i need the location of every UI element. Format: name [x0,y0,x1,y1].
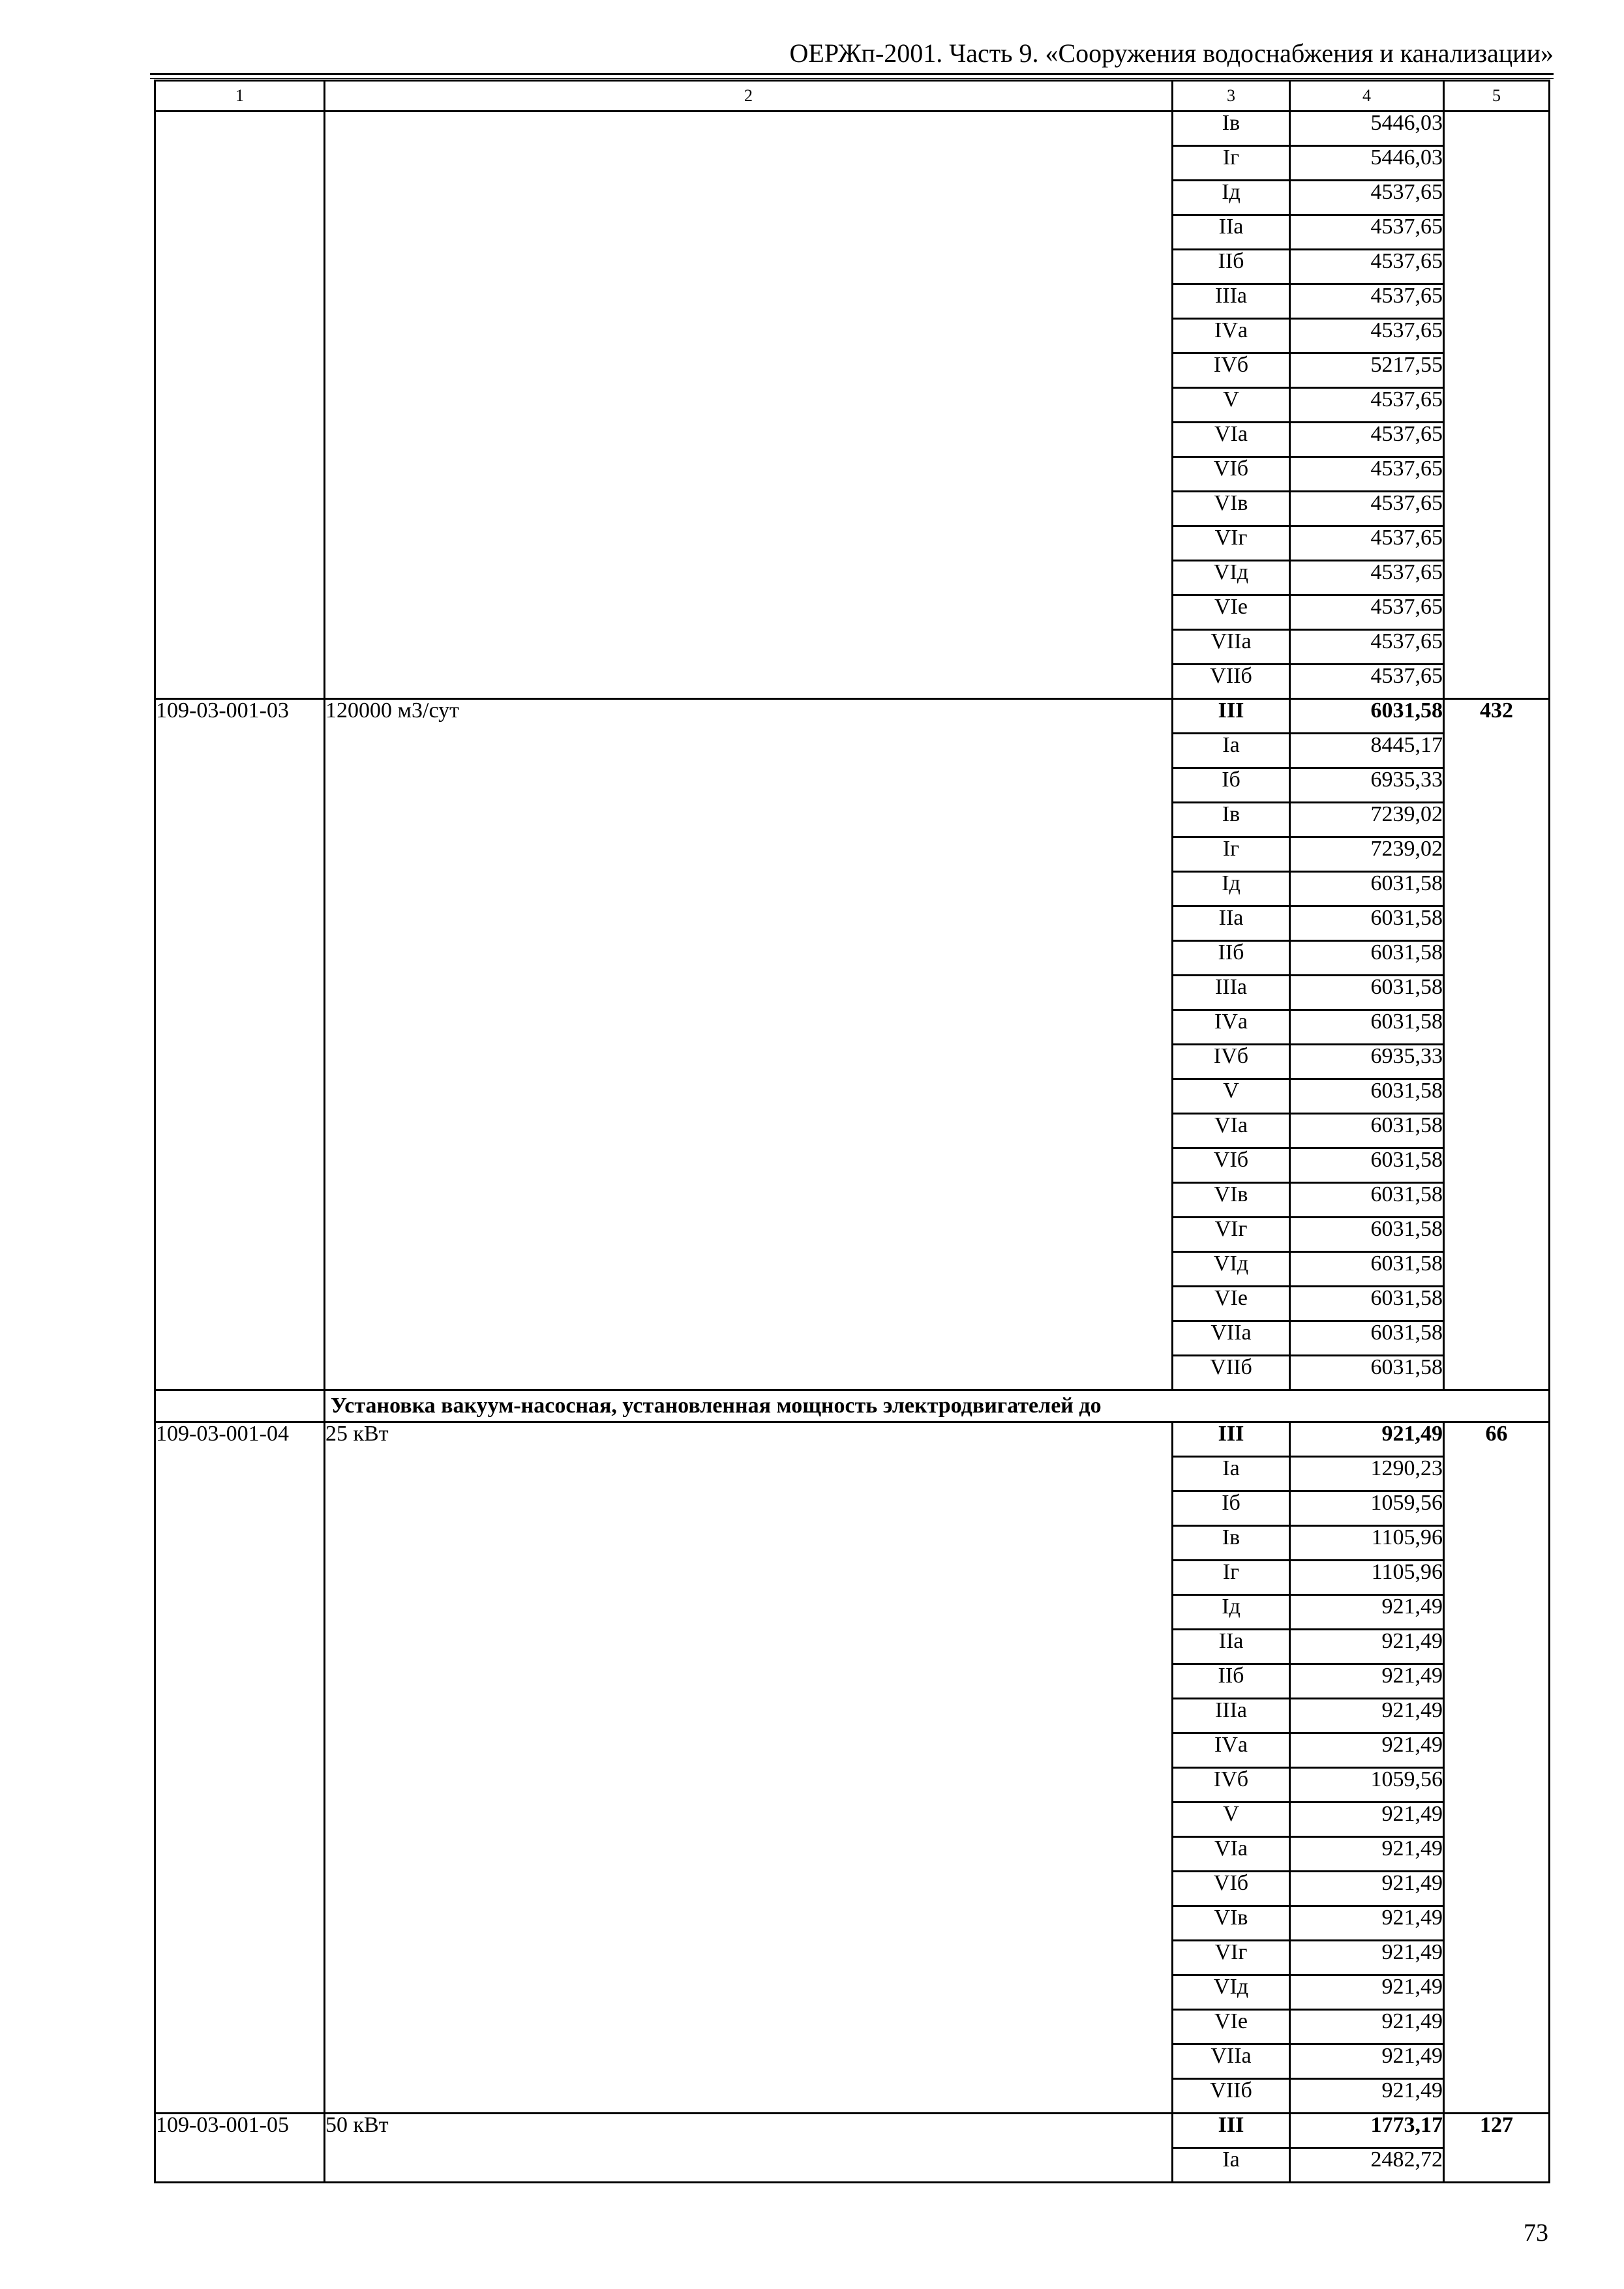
region-cell: VIд [1173,1252,1290,1287]
region-cell: IIб [1173,250,1290,284]
price-cell: 4537,65 [1290,284,1444,319]
region-cell: Iб [1173,1491,1290,1526]
price-cell: 6031,58 [1290,906,1444,941]
price-cell: 5446,03 [1290,112,1444,146]
region-cell: V [1173,1079,1290,1114]
region-cell: VIе [1173,2010,1290,2044]
region-cell: Iд [1173,872,1290,906]
region-cell: IIб [1173,1664,1290,1699]
price-cell: 4537,65 [1290,561,1444,595]
column-number-row [155,81,1550,112]
region-cell: VIв [1173,1183,1290,1218]
price-cell: 6031,58 [1290,941,1444,976]
region-cell: VIб [1173,457,1290,492]
price-cell: 6031,58 [1290,976,1444,1010]
header-rule-thin [150,78,1554,79]
table-row [155,1422,1550,1457]
price-cell: 5446,03 [1290,146,1444,181]
price-cell: 1059,56 [1290,1491,1444,1526]
price-cell: 4537,65 [1290,388,1444,423]
price-cell: 921,49 [1290,1733,1444,1768]
region-cell: IIа [1173,215,1290,250]
price-cell: 6031,58 [1290,1183,1444,1218]
price-cell: 5217,55 [1290,353,1444,388]
item-description: 120000 м3/сут [325,699,1173,1390]
region-cell: IVб [1173,1045,1290,1079]
region-cell: IIа [1173,906,1290,941]
price-cell: 8445,17 [1290,734,1444,768]
region-cell: IVа [1173,319,1290,353]
price-cell: 7239,02 [1290,803,1444,837]
reference-cell [1444,112,1550,699]
table-row [155,2114,1550,2148]
price-cell: 4537,65 [1290,457,1444,492]
region-cell: Iд [1173,181,1290,215]
region-cell: VIIа [1173,1321,1290,1356]
section-spacer [155,1390,325,1422]
price-cell: 6031,58 [1290,1321,1444,1356]
price-cell: 921,49 [1290,1906,1444,1941]
running-header: ОЕРЖп-2001. Часть 9. «Сооружения водоснабжения и канализации» [789,38,1554,68]
region-cell: VIг [1173,1218,1290,1252]
region-cell: VIд [1173,1975,1290,2010]
price-cell: 921,49 [1290,1872,1444,1906]
region-cell: VIг [1173,1941,1290,1975]
price-cell: 6031,58 [1290,1079,1444,1114]
region-cell: Iв [1173,112,1290,146]
price-cell: 4537,65 [1290,630,1444,665]
region-cell: VIIб [1173,1356,1290,1390]
price-cell: 921,49 [1290,1630,1444,1664]
region-cell: Iа [1173,1457,1290,1491]
region-cell: VIв [1173,1906,1290,1941]
region-cell: VIе [1173,595,1290,630]
header-rule-thick [150,73,1554,75]
region-cell: IIIа [1173,1699,1290,1733]
reference-cell: 432 [1444,699,1550,1390]
region-cell: Iг [1173,146,1290,181]
price-cell: 4537,65 [1290,526,1444,561]
page-number: 73 [1524,2219,1548,2247]
price-cell: 6031,58 [1290,699,1444,734]
region-cell: VIIа [1173,630,1290,665]
price-cell: 921,49 [1290,1595,1444,1630]
region-cell: III [1173,2114,1290,2148]
region-cell: IIа [1173,1630,1290,1664]
region-cell: IVа [1173,1733,1290,1768]
price-cell: 1773,17 [1290,2114,1444,2148]
item-description [325,112,1173,699]
region-cell: VIа [1173,1837,1290,1872]
region-cell: VIд [1173,561,1290,595]
region-cell: VIа [1173,423,1290,457]
price-cell: 6935,33 [1290,768,1444,803]
item-description: 25 кВт [325,1422,1173,2114]
price-cell: 4537,65 [1290,181,1444,215]
price-cell: 1059,56 [1290,1768,1444,1803]
region-cell: Iа [1173,734,1290,768]
reference-cell: 66 [1444,1422,1550,2114]
region-cell: IVа [1173,1010,1290,1045]
price-cell: 6031,58 [1290,1218,1444,1252]
region-cell: VIIб [1173,2079,1290,2114]
price-cell: 6031,58 [1290,1252,1444,1287]
region-cell: III [1173,1422,1290,1457]
region-cell: Iа [1173,2148,1290,2183]
region-cell: IIб [1173,941,1290,976]
price-cell: 6031,58 [1290,1287,1444,1321]
column-number: 1 [155,81,325,112]
column-number: 3 [1173,81,1290,112]
region-cell: VIб [1173,1148,1290,1183]
region-cell: IIIа [1173,284,1290,319]
column-number: 2 [325,81,1173,112]
price-cell: 6031,58 [1290,1356,1444,1390]
price-cell: 2482,72 [1290,2148,1444,2183]
price-cell: 4537,65 [1290,215,1444,250]
price-cell: 921,49 [1290,1837,1444,1872]
price-cell: 921,49 [1290,1803,1444,1837]
price-cell: 6935,33 [1290,1045,1444,1079]
region-cell: VIв [1173,492,1290,526]
region-cell: Iг [1173,837,1290,872]
price-cell: 4537,65 [1290,250,1444,284]
price-cell: 4537,65 [1290,665,1444,699]
region-cell: VIе [1173,1287,1290,1321]
price-cell: 1105,96 [1290,1561,1444,1595]
section-title: Установка вакуум-насосная, установленная мощность электродвигателей до [325,1390,1550,1422]
price-cell: 921,49 [1290,1664,1444,1699]
region-cell: Iв [1173,803,1290,837]
region-cell: VIIб [1173,665,1290,699]
region-cell: VIа [1173,1114,1290,1148]
region-cell: Iг [1173,1561,1290,1595]
column-number: 4 [1290,81,1444,112]
region-cell: V [1173,1803,1290,1837]
price-cell: 6031,58 [1290,872,1444,906]
price-cell: 921,49 [1290,2079,1444,2114]
region-cell: Iб [1173,768,1290,803]
region-cell: VIб [1173,1872,1290,1906]
price-cell: 921,49 [1290,1975,1444,2010]
region-cell: IVб [1173,1768,1290,1803]
price-cell: 6031,58 [1290,1148,1444,1183]
region-cell: IVб [1173,353,1290,388]
table-row [155,699,1550,734]
item-code: 109-03-001-03 [155,699,325,1390]
region-cell: VIг [1173,526,1290,561]
price-cell: 1105,96 [1290,1526,1444,1561]
reference-cell: 127 [1444,2114,1550,2183]
price-cell: 921,49 [1290,1699,1444,1733]
price-cell: 4537,65 [1290,492,1444,526]
item-code: 109-03-001-04 [155,1422,325,2114]
price-cell: 4537,65 [1290,423,1444,457]
table-row [155,112,1550,146]
section-row [155,1390,1550,1422]
price-cell: 6031,58 [1290,1114,1444,1148]
column-number: 5 [1444,81,1550,112]
price-cell: 921,49 [1290,2044,1444,2079]
price-cell: 1290,23 [1290,1457,1444,1491]
region-cell: VIIа [1173,2044,1290,2079]
price-table [154,80,1550,2183]
price-cell: 4537,65 [1290,319,1444,353]
price-cell: 7239,02 [1290,837,1444,872]
item-description: 50 кВт [325,2114,1173,2183]
price-cell: 921,49 [1290,1422,1444,1457]
region-cell: Iв [1173,1526,1290,1561]
price-cell: 921,49 [1290,2010,1444,2044]
region-cell: V [1173,388,1290,423]
region-cell: IIIа [1173,976,1290,1010]
price-cell: 921,49 [1290,1941,1444,1975]
price-cell: 4537,65 [1290,595,1444,630]
region-cell: Iд [1173,1595,1290,1630]
item-code: 109-03-001-05 [155,2114,325,2183]
item-code [155,112,325,699]
region-cell: III [1173,699,1290,734]
price-cell: 6031,58 [1290,1010,1444,1045]
